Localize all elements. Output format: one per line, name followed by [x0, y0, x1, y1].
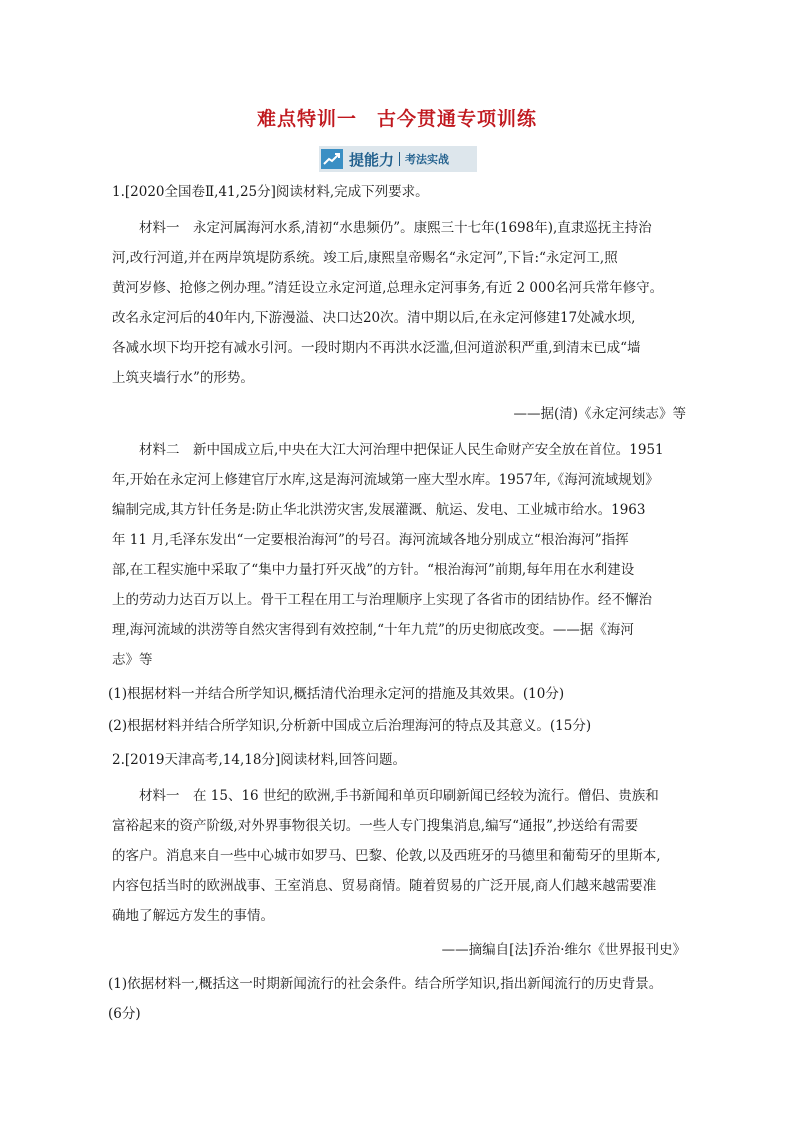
q2-material-1-line: 富裕起来的资产阶级,对外界事物很关切。一些人专门搜集消息,编写“通报”,抄送给有需要 — [112, 818, 639, 834]
q1-material-2-line: 理,海河流域的洪涝等自然灾害得到有效控制,“十年九荒”的历史彻底改变。——据《海河 — [112, 622, 634, 638]
q2-material-1-line: 内容包括当时的欧洲战事、王室消息、贸易商情。随着贸易的广泛开展,商人们越来越需要准 — [112, 878, 657, 894]
banner-subtitle: 考法实战 — [405, 153, 450, 166]
q1-subquestion-2: (2)根据材料并结合所学知识,分析新中国成立后治理海河的特点及其意义。(15分) — [108, 718, 592, 734]
banner-title: 提能力 — [349, 150, 395, 169]
q2-material-1-line: 材料一 在 15、16 世纪的欧洲,手书新闻和单页印刷新闻已经较为流行。僧侣、贵族和 — [139, 788, 659, 804]
q1-material-2-line: 年,开始在永定河上修建官厅水库,这是海河流域第一座大型水库。1957年,《海河流域规划》 — [112, 472, 659, 488]
q1-material-2-line: 年 11 月,毛泽东发出“一定要根治海河”的号召。海河流域各地分别成立“根治海河”指挥 — [112, 532, 629, 548]
chart-icon — [321, 149, 343, 169]
page-title: 难点特训一 古今贯通专项训练 — [256, 108, 537, 130]
q2-material-1-line: 确地了解远方发生的事情。 — [112, 908, 274, 924]
q1-material-2-line: 材料二 新中国成立后,中央在大江大河治理中把保证人民生命财产安全放在首位。1951 — [139, 442, 664, 458]
banner-divider — [399, 152, 400, 166]
q1-material-2-line: 志》等 — [112, 652, 153, 668]
q2-subquestion-1-score: (6分) — [108, 1006, 141, 1022]
question-1-header: 1.[2020全国卷Ⅱ,41,25分]阅读材料,完成下列要求。 — [112, 184, 429, 200]
q1-material-1-source: ——据(清)《永定河续志》等 — [513, 406, 686, 422]
q1-material-1-line: 各减水坝下均开挖有减水引河。一段时期内不再洪水泛滥,但河道淤积严重,到清末已成“墙 — [112, 340, 641, 356]
q2-material-1-line: 的客户。消息来自一些中心城市如罗马、巴黎、伦敦,以及西班牙的马德里和葡萄牙的里斯本, — [112, 848, 661, 864]
q1-material-1-line: 河,改行河道,并在两岸筑堤防系统。竣工后,康熙皇帝赐名“永定河”,下旨:“永定河工,照 — [112, 250, 618, 266]
q1-material-1-line: 材料一 永定河属海河水系,清初“水患频仍”。康熙三十七年(1698年),直隶巡抚主持治 — [139, 220, 652, 236]
q1-material-1-line: 上筑夹墙行水”的形势。 — [112, 370, 254, 386]
q2-material-1-source: ——摘编自[法]乔治·维尔《世界报刊史》 — [441, 942, 686, 958]
q2-subquestion-1: (1)依据材料一,概括这一时期新闻流行的社会条件。结合所学知识,指出新闻流行的历史背景。 — [108, 976, 663, 992]
q1-material-1-line: 改名永定河后的40年内,下游漫溢、决口达20次。清中期以后,在永定河修建17处减水坝, — [112, 310, 636, 326]
q1-material-2-line: 部,在工程实施中采取了“集中力量打歼灭战”的方针。“根治海河”前期,每年用在水利建设 — [112, 562, 635, 578]
q1-material-2-line: 编制完成,其方针任务是:防止华北洪涝灾害,发展灌溉、航运、发电、工业城市给水。1963 — [112, 502, 646, 518]
q1-material-1-line: 黄河岁修、抢修之例办理。”清廷设立永定河道,总理永定河事务,有近 2 000名河兵常年修守。 — [112, 280, 664, 296]
q1-material-2-line: 上的劳动力达百万以上。骨干工程在用工与治理顺序上实现了各省市的团结协作。经不懈治 — [112, 592, 652, 608]
question-2-header: 2.[2019天津高考,14,18分]阅读材料,回答问题。 — [112, 752, 407, 768]
q1-subquestion-1: (1)根据材料一并结合所学知识,概括清代治理永定河的措施及其效果。(10分) — [108, 686, 565, 702]
section-banner — [319, 146, 477, 172]
